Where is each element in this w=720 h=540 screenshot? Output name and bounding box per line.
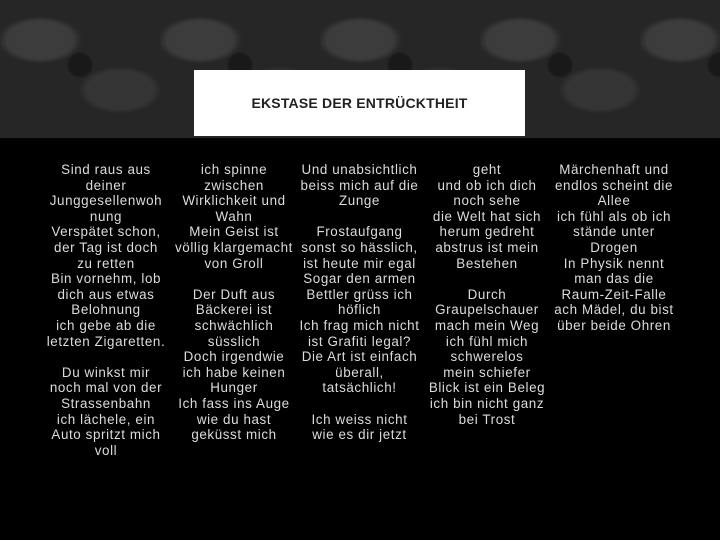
slide-title: EKSTASE DER ENTRÜCKTHEIT [251,95,468,111]
poem-column-1: Sind raus aus deiner Junggesellenwoh nung Verspätet schon, der Tag ist doch zu retten Bin vornehm, lob dich aus etwas Belohnung ich gebe ab die letzten Zigaretten. Du winkst mir noch mal von der Strassenbahn ich lächele, ein Auto spritzt mich voll [46,162,166,458]
title-box [194,70,525,136]
poem-column-5: Märchenhaft und endlos scheint die Allee ich fühl als ob ich stände unter Drogen In Physik nennt man das die Raum-Zeit-Falle ach Mädel, du bist über beide Ohren [554,162,674,333]
poem-column-4: geht und ob ich dich noch sehe die Welt hat sich herum gedreht abstrus ist mein Bestehen Durch Graupelschauer mach mein Weg ich fühl mich schwerelos mein schiefer Blick ist ein Beleg ich bin nicht ganz bei Trost [428,162,546,427]
poem-column-2: ich spinne zwischen Wirklichkeit und Wahn Mein Geist ist völlig klargemacht von Groll Der Duft aus Bäckerei ist schwächlich süsslich Doch irgendwie ich habe keinen Hunger Ich fass ins Auge wie du hast geküsst mich [175,162,293,443]
poem-column-3: Und unabsichtlich beiss mich auf die Zunge Frostaufgang sonst so hässlich, ist heute mir egal Sogar den armen Bettler grüss ich höflich Ich frag mich nicht ist Grafiti legal? Die Art ist einfach überall, tatsächlich! Ich weiss nicht wie es dir jetzt [299,162,420,443]
